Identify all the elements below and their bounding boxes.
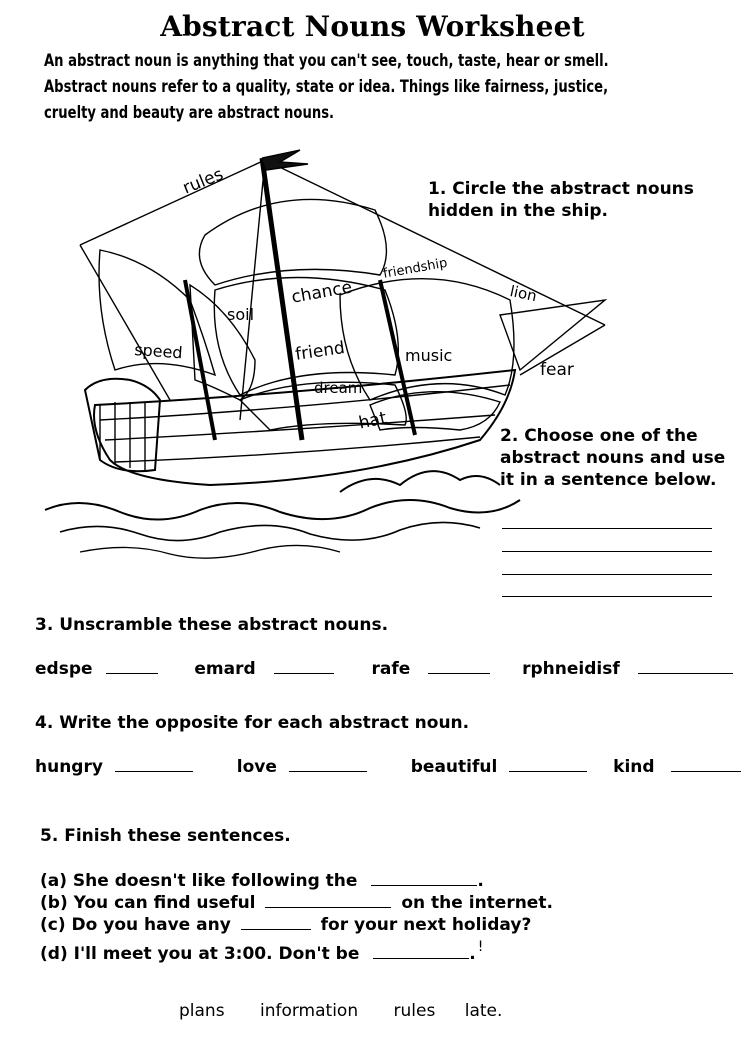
- answer-blank[interactable]: [274, 659, 334, 674]
- ship-word-dream: dream: [314, 379, 363, 397]
- intro-line: An abstract noun is anything that you can't see, touch, taste, hear or smell.: [44, 51, 609, 71]
- ship-word-friendship: friendship: [382, 255, 449, 282]
- sentence-answer-line[interactable]: [502, 574, 712, 575]
- intro-line: Abstract nouns refer to a quality, state or idea. Things like fairness, justice,: [44, 77, 609, 97]
- question-2-line: it in a sentence below.: [500, 470, 717, 490]
- question-1-line: hidden in the ship.: [428, 201, 609, 221]
- ship-word-speed: speed: [133, 340, 184, 363]
- question-1: [428, 178, 694, 222]
- ship-word-chance: chance: [290, 277, 354, 308]
- word-bank-item: plans: [179, 1001, 225, 1021]
- sentence-answer-line[interactable]: [502, 596, 712, 597]
- word-bank-item: information: [259, 1001, 359, 1021]
- opposite-row: [35, 757, 741, 777]
- intro-text: [44, 48, 698, 126]
- ship-word-soil: soil: [227, 305, 255, 324]
- answer-blank[interactable]: [509, 757, 587, 772]
- scrambled-word: rafe: [371, 659, 411, 679]
- answer-blank[interactable]: [106, 659, 158, 674]
- answer-blank[interactable]: [371, 871, 477, 886]
- question-3-heading: 3. Unscramble these abstract nouns.: [35, 615, 389, 635]
- noun-word: kind: [613, 757, 655, 777]
- ship-word-friend: friend: [294, 338, 347, 365]
- answer-blank[interactable]: [428, 659, 490, 674]
- answer-blank[interactable]: [115, 757, 193, 772]
- question-4-heading: 4. Write the opposite for each abstract noun.: [35, 713, 470, 733]
- question-1-line: 1. Circle the abstract nouns: [428, 179, 694, 199]
- ship-word-lion: lion: [508, 282, 539, 306]
- sentence-d: (d) I'll meet you at 3:00. Don't be . !: [40, 939, 484, 964]
- sentences: [40, 870, 553, 965]
- ship-word-rules: rules: [180, 164, 227, 199]
- noun-word: love: [236, 757, 277, 777]
- page-title: Abstract Nouns Worksheet: [160, 10, 585, 43]
- question-2-line: 2. Choose one of the: [500, 426, 698, 446]
- exclamation-mark: !: [477, 939, 484, 955]
- answer-blank[interactable]: [373, 944, 469, 959]
- scrambled-word: emard: [194, 659, 256, 679]
- question-2: [500, 425, 725, 491]
- scrambled-word: rphneidisf: [522, 659, 620, 679]
- answer-blank[interactable]: [241, 915, 311, 930]
- sentence-answer-line[interactable]: [502, 528, 712, 529]
- scrambled-word: edspe: [35, 659, 93, 679]
- scramble-row: [35, 659, 733, 679]
- sentence-answer-line[interactable]: [502, 551, 712, 552]
- sentence-c: (c) Do you have any for your next holiday?: [40, 915, 532, 935]
- noun-word: beautiful: [410, 757, 498, 777]
- sentence-a: (a) She doesn't like following the .: [40, 871, 484, 891]
- question-5-heading: 5. Finish these sentences.: [40, 826, 291, 846]
- answer-blank[interactable]: [265, 893, 391, 908]
- intro-line: cruelty and beauty are abstract nouns.: [44, 103, 335, 123]
- word-bank-item: late.: [464, 1001, 503, 1021]
- answer-blank[interactable]: [671, 757, 741, 772]
- ship-word-fear: fear: [540, 360, 574, 380]
- sentence-b: (b) You can find useful on the internet.: [40, 893, 553, 913]
- noun-word: hungry: [35, 757, 103, 777]
- ship-word-music: music: [405, 346, 453, 365]
- question-2-line: abstract nouns and use: [500, 448, 726, 468]
- word-bank: [179, 1001, 502, 1021]
- answer-blank[interactable]: [638, 659, 733, 674]
- answer-blank[interactable]: [289, 757, 367, 772]
- ship-word-hat: hat: [357, 408, 389, 434]
- word-bank-item: rules: [393, 1001, 436, 1021]
